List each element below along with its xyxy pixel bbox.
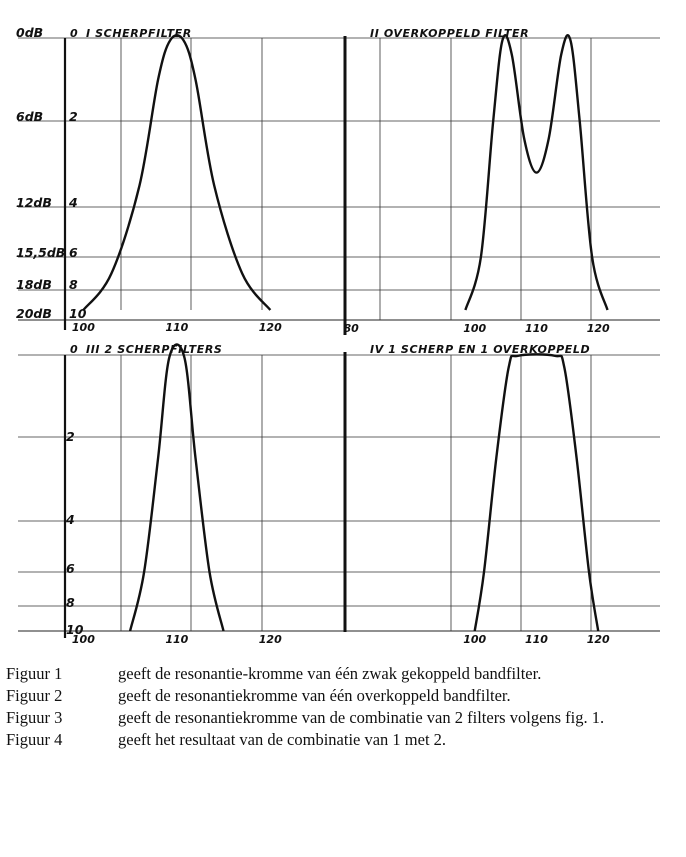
caption-3 xyxy=(6,708,678,728)
scale-top-4: 8 xyxy=(69,277,78,292)
x-tick-p2-1: 100 xyxy=(463,322,487,335)
caption-4-label: Figuur 4 xyxy=(6,730,63,749)
title-figure-4: IV 1 SCHERP EN 1 OVERKOPPELD xyxy=(370,343,591,356)
caption-3-label: Figuur 3 xyxy=(6,708,63,727)
scale-bottom-3: 8 xyxy=(66,595,75,610)
scale-top-2: 4 xyxy=(69,195,78,210)
db-label-1: 6dB xyxy=(16,109,44,124)
db-label-4: 18dB xyxy=(16,277,52,292)
title-figure-1: I SCHERPFILTER xyxy=(86,27,192,40)
scale-bottom-0: 2 xyxy=(66,429,75,444)
x-tick-p1-0: 100 xyxy=(71,321,95,334)
x-tick-p3-1: 110 xyxy=(165,633,189,646)
title-figure-2: II OVERKOPPELD FILTER xyxy=(370,27,530,40)
caption-4-text: geeft het resultaat van de combinatie van 1 met 2. xyxy=(118,730,447,749)
x-tick-p3-2: 120 xyxy=(258,633,282,646)
x-tick-p3-0: 100 xyxy=(71,633,95,646)
caption-1 xyxy=(6,664,678,684)
caption-3-text: geeft de resonantiekromme van de combinatie van 2 filters volgens fig. 1. xyxy=(118,708,605,727)
x-tick-p2-3: 120 xyxy=(586,322,610,335)
grid-lines xyxy=(18,38,660,631)
x-tick-p2-2: 110 xyxy=(524,322,548,335)
curve-figure-1 xyxy=(83,35,270,310)
scale-bottom-1: 4 xyxy=(66,512,75,527)
db-label-2: 12dB xyxy=(16,195,52,210)
title-figure-3: III 2 SCHERPFILTERS xyxy=(86,343,223,356)
caption-1-text: geeft de resonantie-kromme van één zwak gekoppeld bandfilter. xyxy=(118,664,542,683)
scale-top-1: 2 xyxy=(69,109,78,124)
scale-bottom-2: 6 xyxy=(66,561,75,576)
db-label-3: 15,5dB xyxy=(16,245,66,260)
title-prefix-p1: 0 xyxy=(70,27,78,40)
db-label-5: 20dB xyxy=(16,306,52,321)
curve-figure-3 xyxy=(130,344,223,631)
x-tick-p4-0: 100 xyxy=(463,633,487,646)
x-tick-p2-0: 80 xyxy=(343,322,359,335)
caption-4 xyxy=(6,730,678,750)
caption-2-text: geeft de resonantiekromme van één overkoppeld bandfilter. xyxy=(118,686,511,705)
scale-bottom-4: 10 xyxy=(66,622,84,637)
x-tick-p1-2: 120 xyxy=(258,321,282,334)
x-tick-p1-1: 110 xyxy=(165,321,189,334)
title-prefix-p3: 0 xyxy=(70,343,78,356)
caption-1-label: Figuur 1 xyxy=(6,664,63,683)
caption-2 xyxy=(6,686,678,706)
figure-captions xyxy=(6,664,678,752)
caption-2-label: Figuur 2 xyxy=(6,686,63,705)
curve-figure-2 xyxy=(465,35,607,310)
x-tick-p4-1: 110 xyxy=(524,633,548,646)
x-tick-p4-2: 120 xyxy=(586,633,610,646)
scale-top-3: 6 xyxy=(69,245,78,260)
db-label-0: 0dB xyxy=(16,25,44,40)
scale-top-5: 10 xyxy=(69,306,87,321)
curve-figure-4 xyxy=(475,354,599,631)
